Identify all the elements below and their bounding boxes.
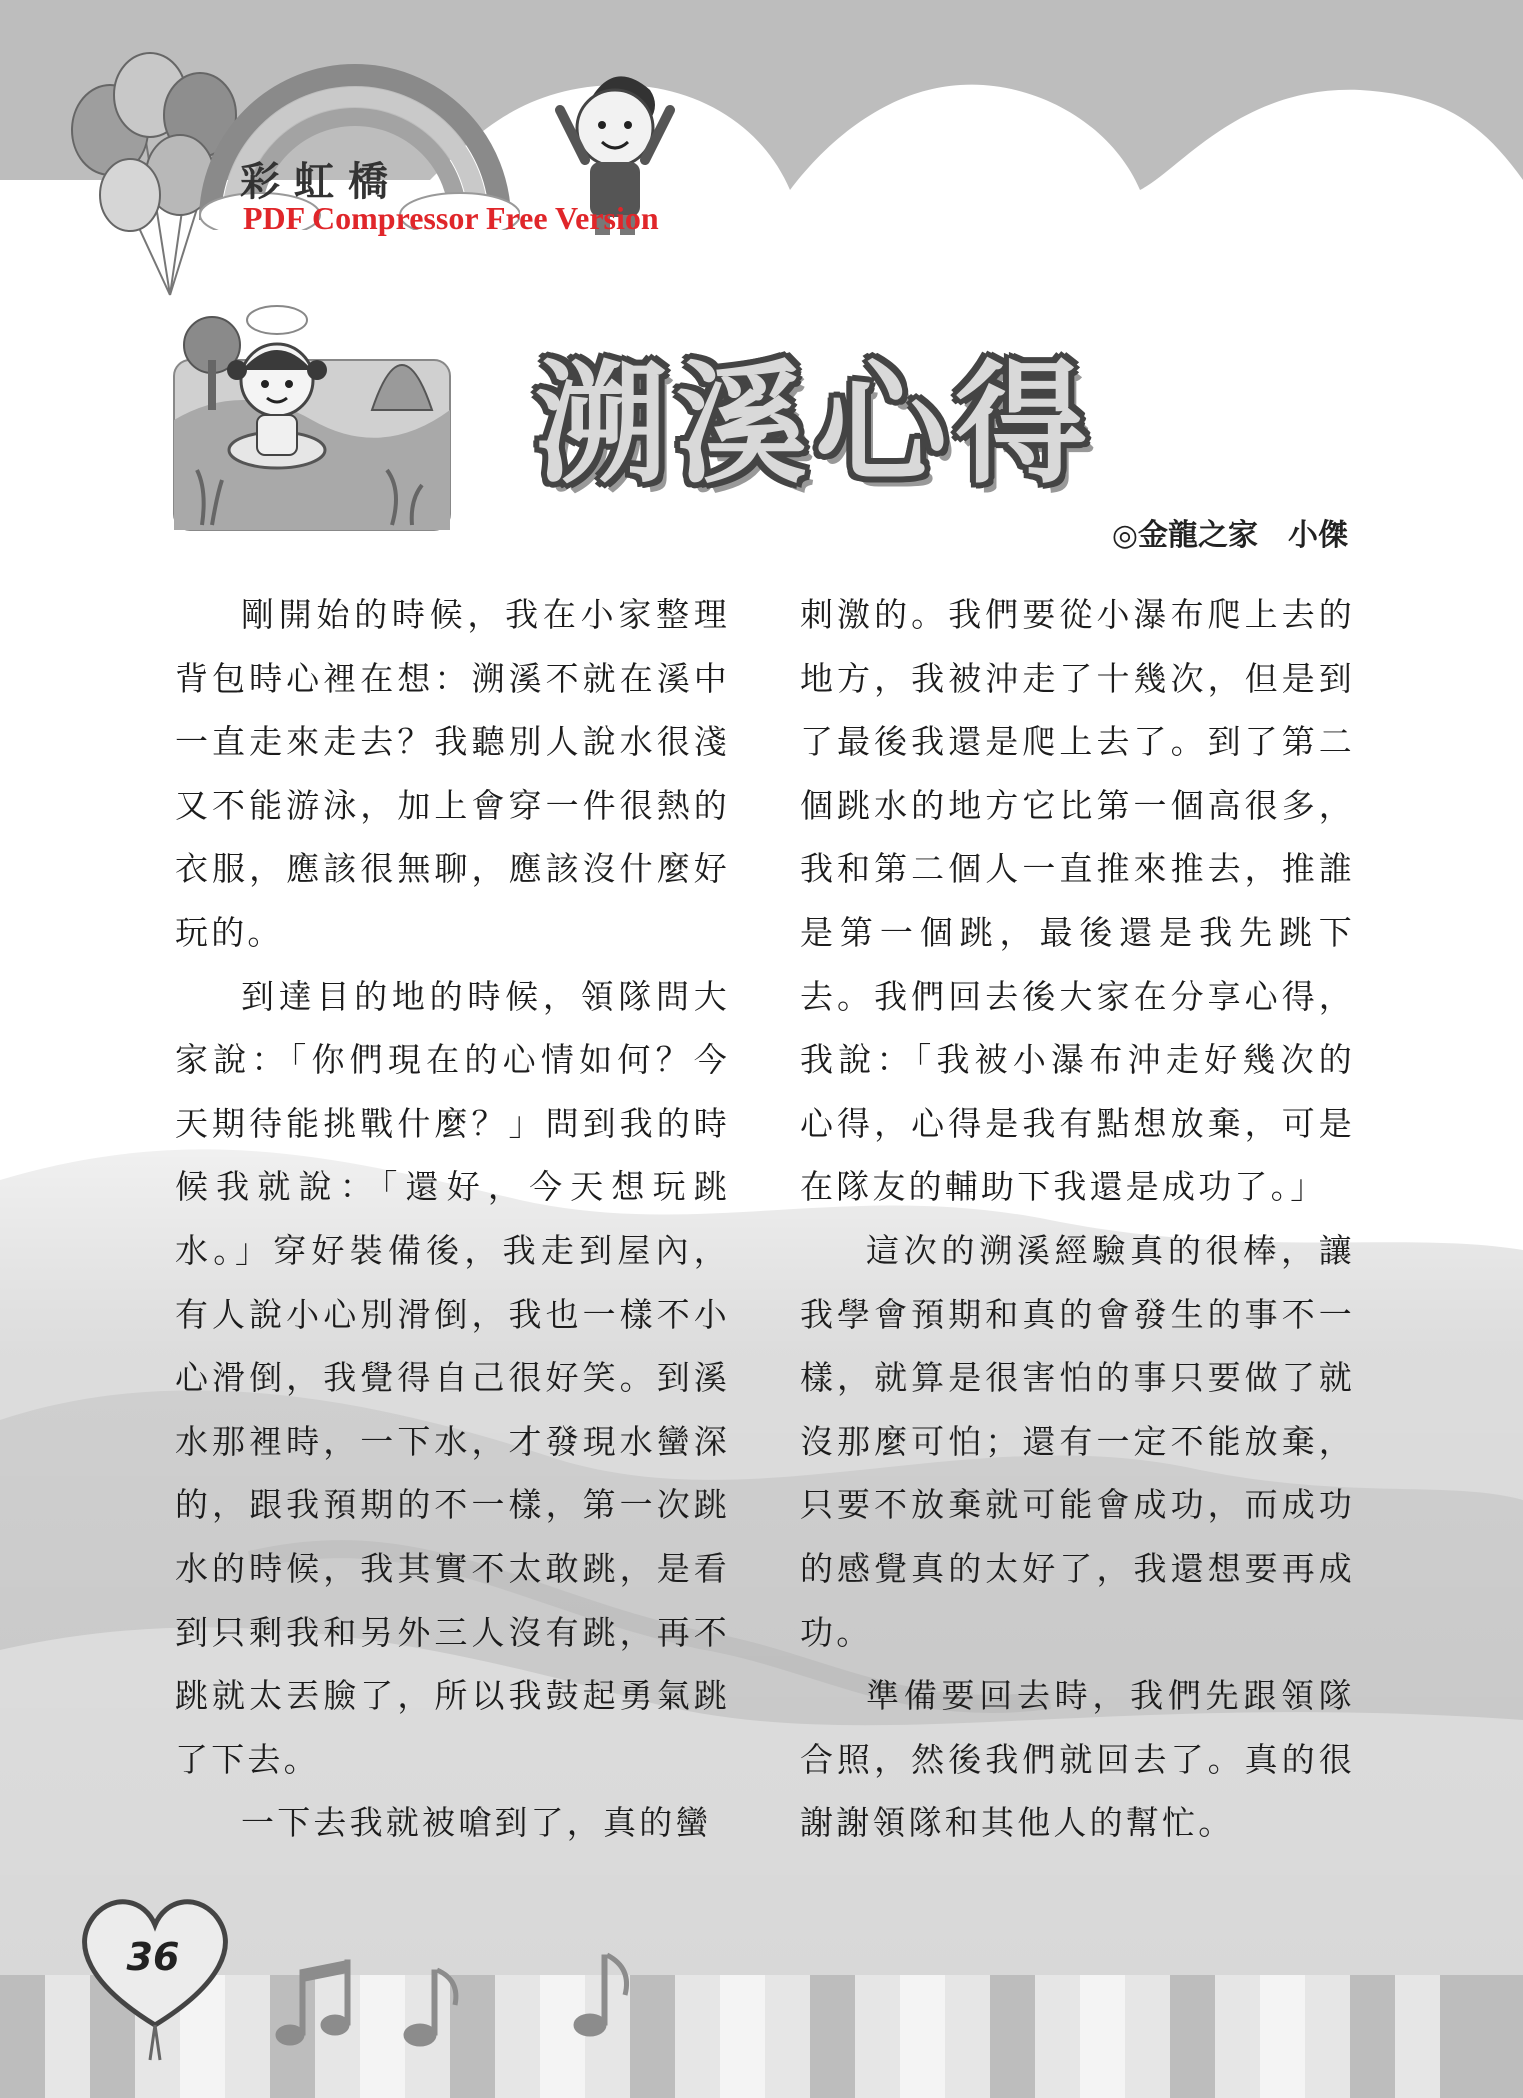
page-number: 36 bbox=[126, 1935, 180, 1979]
paragraph: 到達目的地的時候，領隊問大家說：「你們現在的心情如何？今天期待能挑戰什麼？」問到我的時候我就說：「還好，今天想玩跳水。」穿好裝備後，我走到屋內，有人說小心別滑倒，我也一樣不小心滑倒，我覺得自己很好笑。到溪水那裡時，一下水，才發現水蠻深的，跟我預期的不一樣，第一次跳水的時候，我其實不太敢跳，是看到只剩我和另外三人沒有跳，再不跳就太丟臉了，所以我鼓起勇氣跳了下去。 bbox=[175, 976, 730, 1779]
paragraph: 這次的溯溪經驗真的很棒，讓我學會預期和真的會發生的事不一樣，就算是很害怕的事只要做了就沒那麼可怕；還有一定不能放棄，只要不放棄就可能會成功，而成功的感覺真的太好了，我還想要再成功。 bbox=[800, 1230, 1355, 1652]
paragraph: 準備要回去時，我們先跟領隊合照，然後我們就回去了。真的很謝謝領隊和其他人的幫忙。 bbox=[800, 1676, 1355, 1843]
pdf-watermark: PDF Compressor Free Version bbox=[243, 200, 659, 236]
girl-river-illustration bbox=[172, 300, 452, 532]
article-right-column bbox=[800, 583, 1355, 1855]
music-notes-icon bbox=[270, 1950, 690, 2060]
paragraph: 一下去我就被嗆到了，真的蠻 bbox=[241, 1803, 712, 1843]
article-title: 溯溪心得 bbox=[535, 348, 1095, 502]
article-byline: ◎金龍之家 小傑 bbox=[1111, 518, 1348, 553]
article-left-column bbox=[175, 583, 730, 1855]
magazine-brand: 彩虹橋 bbox=[240, 158, 402, 205]
paragraph: 剛開始的時候，我在小家整理背包時心裡在想：溯溪不就在溪中一直走來走去？我聽別人說水很淺又不能游泳，加上會穿一件很熱的衣服，應該很無聊，應該沒什麼好玩的。 bbox=[175, 595, 730, 952]
paragraph: 刺激的。我們要從小瀑布爬上去的地方，我被沖走了十幾次，但是到了最後我還是爬上去了。到了第二個跳水的地方它比第一個高很多，我和第二個人一直推來推去，推誰是第一個跳，最後還是我先跳下去。我們回去後大家在分享心得，我說：「我被小瀑布沖走好幾次的心得，心得是我有點想放棄，可是在隊友的輔助下我還是成功了。」 bbox=[800, 595, 1355, 1207]
